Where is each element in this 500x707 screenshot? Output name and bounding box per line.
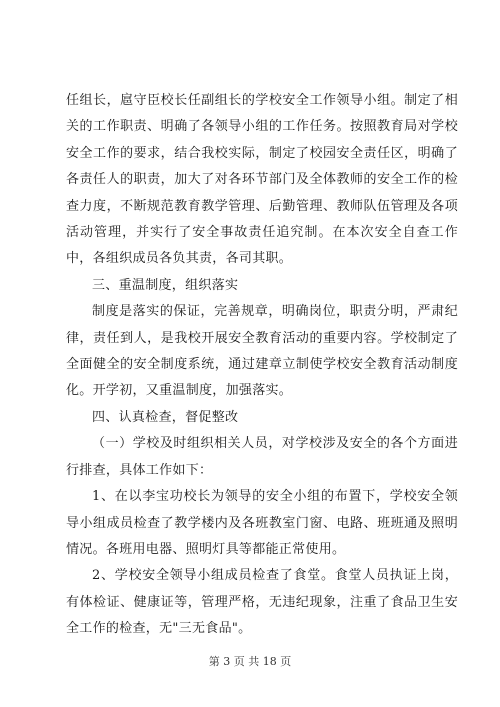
page-number-footer: 第 3 页 共 18 页 <box>208 655 292 668</box>
section-heading-review-rules: 三、重温制度，组织落实 <box>92 277 239 293</box>
section-heading-inspection: 四、认真检查，督促整改 <box>92 409 239 425</box>
list-item-classroom-check: 1、在以李宝功校长为领导的安全小组的布置下，学校安全领导小组成员检查了教学楼内及各班教室门窗、电路、班班通及照明情况。各班用电器、照明灯具等都能正常使用。 <box>66 489 458 557</box>
document-body <box>66 88 458 643</box>
paragraph-inspection-intro: （一）学校及时组织相关人员，对学校涉及安全的各个方面进行排查，具体工作如下： <box>66 436 458 478</box>
list-item-canteen-check: 2、学校安全领导小组成员检查了食堂。食堂人员执证上岗，有体检证、健康证等，管理严格，无违纪现象，注重了食品卫生安全工作的检查，无"三无食品"。 <box>66 568 458 637</box>
paragraph-leadership-group: 任组长，扈守臣校长任副组长的学校安全工作领导小组。制定了相关的工作职责、明确了各领导小组的工作任务。按照教育局对学校安全工作的要求，结合我校实际，制定了校园安全责任区，明确了各责任人的职责，加大了对各环节部门及全体教师的安全工作的检查力度，不断规范教育教学管理、后勤管理、教师队伍管理及各项活动管理，并实行了安全事故责任追究制。在本次安全自查工作中，各组织成员各负其责，各司其职。 <box>66 93 458 267</box>
paragraph-rules-system: 制度是落实的保证，完善规章，明确岗位，职责分明，严肃纪律，责任到人，是我校开展安全教育活动的重要内容。学校制定了全面健全的安全制度系统，通过建章立制使学校安全教育活动制度化。开学初，又重温制度，加强落实。 <box>66 304 458 399</box>
